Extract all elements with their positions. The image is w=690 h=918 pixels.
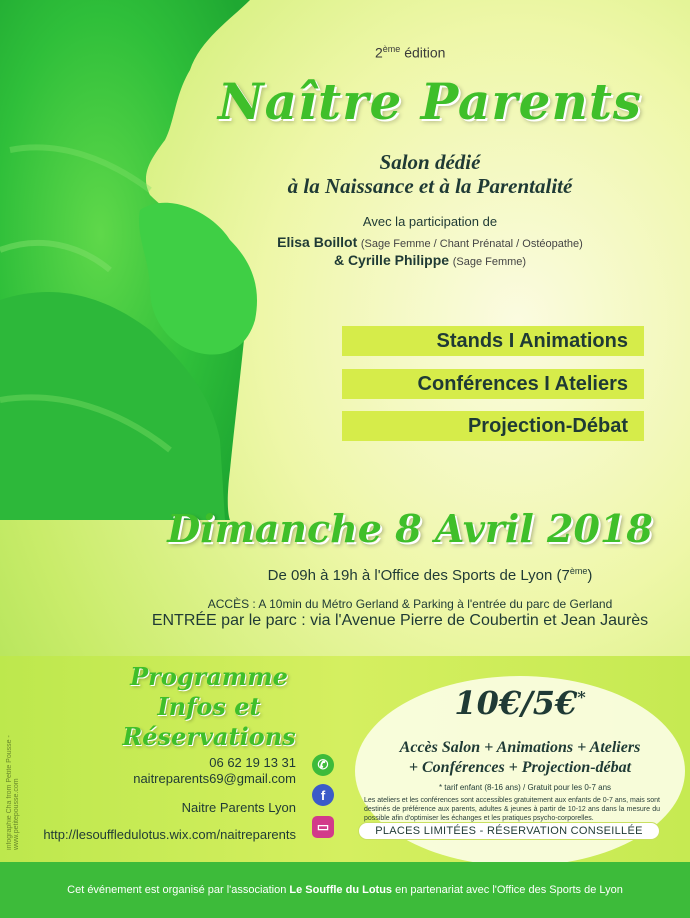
contact-facebook[interactable]: Naitre Parents Lyon	[181, 800, 296, 815]
activity-band-3: Projection-Débat	[342, 411, 644, 441]
tarif-note: * tarif enfant (8-16 ans) / Gratuit pour les 0-7 ans	[438, 783, 612, 792]
guest-2-role: (Sage Femme)	[452, 256, 527, 268]
includes-line-1: Accès Salon + Animations + Ateliers	[399, 739, 641, 756]
hours-superscript: ème	[569, 566, 588, 576]
fine-print: Les ateliers et les conférences sont accessibles gratuitement aux enfants de 0-7 ans, mais sont destinés de préférence aux parents, adultes & jeunes à partir de 10-12 ans dans la mesure du possible afin d'optimiser les échanges et les pratiques psycho-corporelles.	[364, 797, 660, 822]
guest-2-prefix: &	[333, 252, 348, 268]
guest-2-name: Cyrille Philippe	[347, 252, 450, 268]
guest-1-role: (Sage Femme / Chant Prénatal / Ostéopathe)	[360, 238, 583, 250]
footer-before: Cet événement est organisé par l'association	[67, 884, 287, 896]
guest-1	[200, 234, 660, 250]
activity-band-1: Stands I Animations	[342, 326, 644, 356]
price-includes	[365, 738, 675, 778]
event-subtitle	[250, 150, 610, 198]
price-value	[380, 684, 660, 722]
footer-org: Le Souffle du Lotus	[289, 884, 393, 896]
places-badge: PLACES LIMITÉES - RÉSERVATION CONSEILLÉE	[358, 822, 660, 840]
participation-intro: Avec la participation de	[362, 214, 498, 229]
program-line-1: Programme	[130, 662, 288, 691]
edition-superscript: ème	[382, 44, 401, 54]
includes-line-2: + Conférences + Projection-débat	[408, 759, 632, 776]
guest-1-name: Elisa Boillot	[277, 234, 358, 250]
hours-close: )	[587, 567, 593, 584]
edition-word: édition	[400, 44, 446, 61]
whatsapp-icon[interactable]: ✆	[312, 754, 334, 776]
web-icon[interactable]: ▭	[312, 816, 334, 838]
footer-after: en partenariat avec l'Office des Sports de Lyon	[395, 884, 623, 896]
activity-band-2: Conférences I Ateliers	[342, 369, 644, 399]
credit-watermark: infographie Cha from Petite Pousse - www.petitepousse.com	[6, 735, 20, 850]
entry-info: ENTRÉE par le parc : via l'Avenue Pierre de Coubertin et Jean Jaurès	[151, 612, 649, 629]
guest-2	[200, 252, 660, 268]
program-line-2: Infos et Réservations	[122, 692, 296, 751]
edition-label	[375, 44, 445, 61]
facebook-icon[interactable]: f	[312, 784, 334, 806]
subtitle-line-2: à la Naissance et à la Parentalité	[287, 174, 573, 198]
edition-number: 2	[375, 44, 383, 61]
event-title: Naître Parents	[217, 72, 643, 131]
contact-email[interactable]: naitreparents69@gmail.com	[133, 771, 296, 786]
footer-banner	[0, 862, 690, 918]
subtitle-line-1: Salon dédié	[379, 150, 481, 174]
price-amount: 10€/5€	[454, 684, 578, 722]
contact-phone[interactable]: 06 62 19 13 31	[209, 755, 296, 770]
event-date: Dimanche 8 Avril 2018	[167, 506, 653, 551]
price-mark: *	[577, 687, 586, 707]
contact-website[interactable]: http://lesouffledulotus.wix.com/naitreparents	[43, 827, 296, 842]
program-heading	[74, 662, 344, 752]
access-info: ACCÈS : A 10min du Métro Gerland & Parking à l'entrée du parc de Gerland	[207, 597, 613, 611]
event-hours	[200, 566, 660, 584]
hours-text: De 09h à 19h à l'Office des Sports de Lyon (7	[267, 567, 570, 584]
